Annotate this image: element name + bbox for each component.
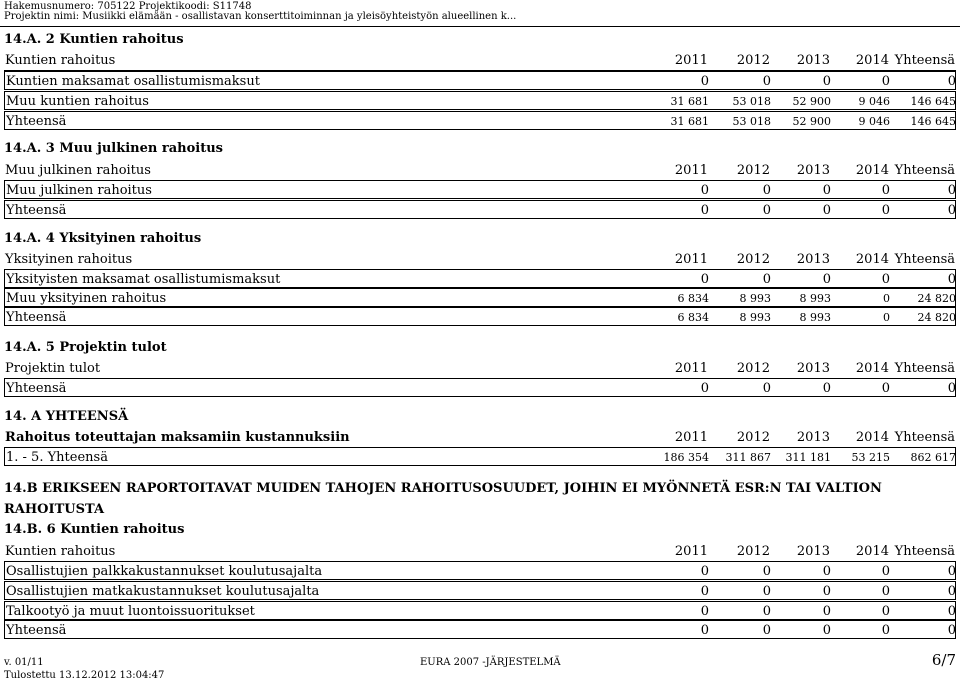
table-row-total: Yhteensä 6 834 8 993 8 993 0 24 820 bbox=[4, 307, 956, 326]
table-row-total: Yhteensä 0 0 0 0 0 bbox=[4, 378, 956, 397]
project-name-line: Projektin nimi: Musiikki elämään - osallistavan konserttitoiminnan ja yleisöyhteistyön alueellinen k... bbox=[4, 11, 517, 22]
page-number: 6/7 bbox=[931, 651, 956, 669]
header-divider bbox=[0, 26, 960, 27]
table-row: Muu julkinen rahoitus 0 0 0 0 0 bbox=[4, 180, 956, 199]
table-header-row: Yksityinen rahoitus 2011 2012 2013 2014 Yhteensä bbox=[4, 250, 956, 270]
table-row: Muu kuntien rahoitus 31 681 53 018 52 900 9 046 146 645 bbox=[4, 91, 956, 110]
table-header-row: Kuntien rahoitus 2011 2012 2013 2014 Yhteensä bbox=[4, 51, 956, 71]
table-row: Talkootyö ja muut luontoissuoritukset 0 0 0 0 0 bbox=[4, 601, 956, 620]
table-header-row: Muu julkinen rahoitus 2011 2012 2013 2014 Yhteensä bbox=[4, 161, 956, 181]
table-header-row: Kuntien rahoitus 2011 2012 2013 2014 Yhteensä bbox=[4, 542, 956, 562]
section-title-projektin-tulot: 14.A. 5 Projektin tulot bbox=[4, 340, 167, 355]
table-row: Muu yksityinen rahoitus 6 834 8 993 8 993 0 24 820 bbox=[4, 288, 956, 307]
section-title-yksityinen-rahoitus: 14.A. 4 Yksityinen rahoitus bbox=[4, 231, 202, 246]
footer-system-name: EURA 2007 -JÄRJESTELMÄ bbox=[420, 657, 561, 668]
footer-version: v. 01/11 bbox=[4, 657, 44, 668]
section-title-kuntien-rahoitus: 14.A. 2 Kuntien rahoitus bbox=[4, 32, 184, 47]
application-number-line: Hakemusnumero: 705122 Projektikoodi: S11748 bbox=[4, 1, 252, 12]
table-row-total: Yhteensä 31 681 53 018 52 900 9 046 146 645 bbox=[4, 111, 956, 130]
section-title-yhteensa: 14. A YHTEENSÄ bbox=[4, 409, 129, 424]
table-row-total: Yhteensä 0 0 0 0 0 bbox=[4, 200, 956, 219]
table-header-row: Rahoitus toteuttajan maksamiin kustannuksiin 2011 2012 2013 2014 Yhteensä bbox=[4, 428, 956, 448]
table-row-total: 1. - 5. Yhteensä 186 354 311 867 311 181 53 215 862 617 bbox=[4, 447, 956, 466]
table-row: Osallistujien palkkakustannukset koulutusajalta 0 0 0 0 0 bbox=[4, 561, 956, 580]
footer-print-timestamp: Tulostettu 13.12.2012 13:04:47 bbox=[4, 670, 165, 681]
table-row: Osallistujien matkakustannukset koulutusajalta 0 0 0 0 0 bbox=[4, 581, 956, 600]
table-row: Yksityisten maksamat osallistumismaksut 0 0 0 0 0 bbox=[4, 269, 956, 288]
section-title-muu-julkinen-rahoitus: 14.A. 3 Muu julkinen rahoitus bbox=[4, 141, 223, 156]
table-row: Kuntien maksamat osallistumismaksut 0 0 0 0 0 bbox=[4, 71, 956, 90]
section-title-14b6-kuntien-rahoitus: 14.B. 6 Kuntien rahoitus bbox=[4, 522, 185, 537]
table-header-row: Projektin tulot 2011 2012 2013 2014 Yhteensä bbox=[4, 359, 956, 379]
section-title-14b: 14.B ERIKSEEN RAPORTOITAVAT MUIDEN TAHOJEN RAHOITUSOSUUDET, JOIHIN EI MYÖNNETÄ ESR:N TAI VALTION RAHOITUSTA bbox=[4, 481, 882, 517]
table-row-total: Yhteensä 0 0 0 0 0 bbox=[4, 620, 956, 639]
